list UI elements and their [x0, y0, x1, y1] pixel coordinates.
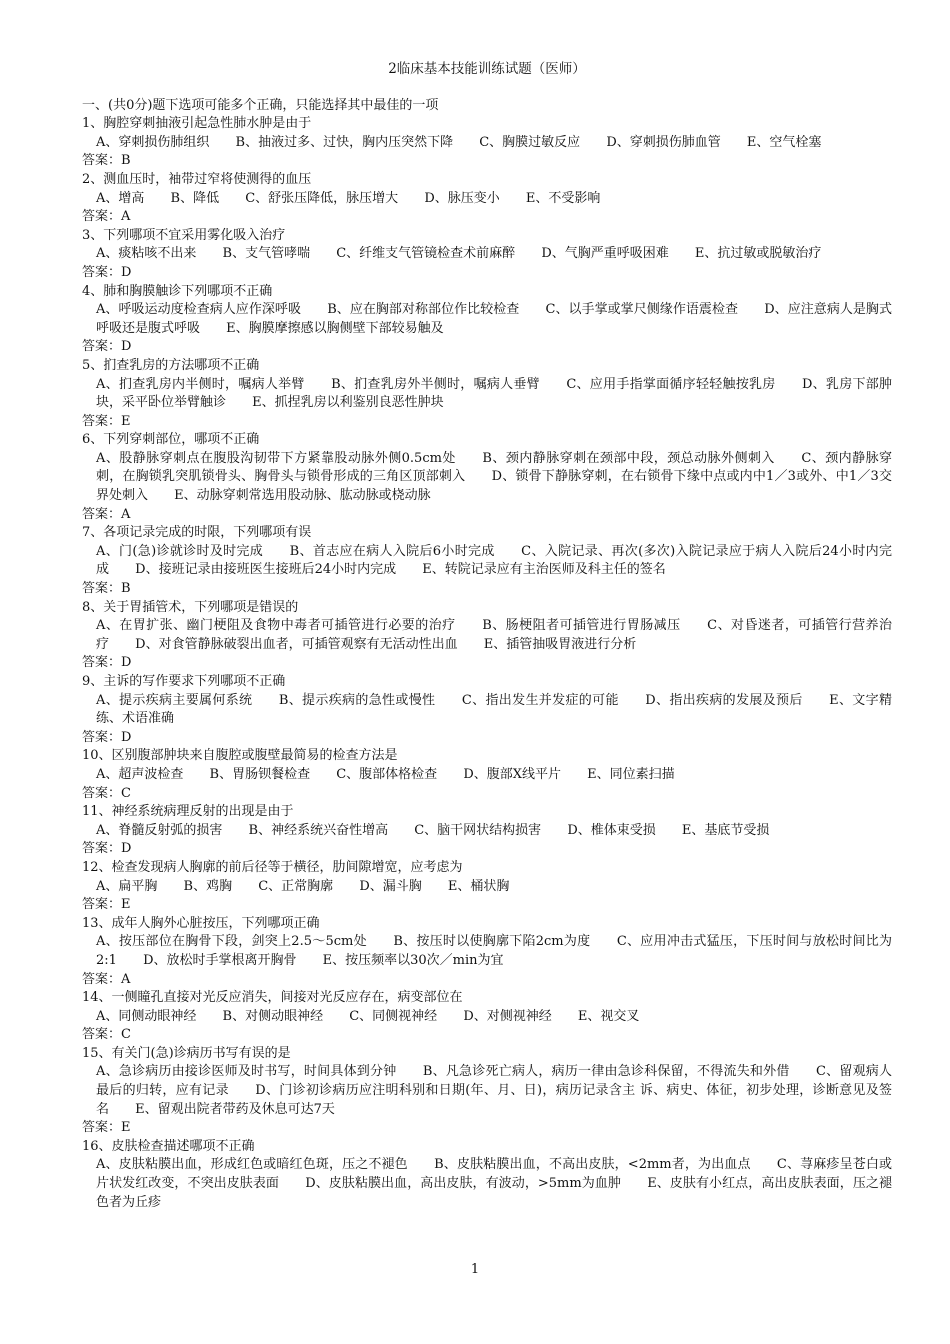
- question-option: B、肠梗阻者可插管进行胃肠减压: [482, 618, 681, 634]
- answer-prefix: 答案：: [82, 971, 122, 987]
- question-item: [82, 1138, 892, 1212]
- answer-prefix: 答案：: [82, 209, 122, 225]
- question-answer: [82, 896, 892, 915]
- question-option: D、皮肤粘膜出血，高出皮肤，有波动，>5mm为血肿: [305, 1176, 621, 1192]
- question-option: C、腹部体格检查: [336, 766, 438, 782]
- question-options: [82, 245, 892, 264]
- question-option: C、指出发生并发症的可能: [461, 692, 619, 708]
- question-answer: [82, 840, 892, 859]
- question-option: A、提示疾病主要属何系统: [96, 692, 253, 708]
- question-options: [82, 766, 892, 785]
- question-options: [82, 692, 892, 729]
- question-option: A、按压部位在胸骨下段，剑突上2.5～5cm处: [96, 934, 367, 950]
- question-option: E、胸膜摩擦感以胸侧壁下部较易触及: [226, 320, 444, 336]
- question-item: [82, 357, 892, 431]
- question-option: E、文字精练、术语准确: [96, 692, 892, 727]
- question-item: [82, 524, 892, 598]
- question-option: E、同位素扫描: [587, 766, 675, 782]
- question-answer: [82, 654, 892, 673]
- answer-prefix: 答案：: [82, 729, 122, 745]
- answer-prefix: 答案：: [82, 581, 122, 597]
- question-option: C、胸膜过敏反应: [479, 134, 581, 150]
- question-option: C、应用手指掌面循序轻轻触按乳房: [566, 376, 776, 392]
- question-answer: [82, 506, 892, 525]
- answer-prefix: 答案：: [82, 785, 122, 801]
- question-options: [82, 376, 892, 413]
- question-option: E、桶状胸: [447, 878, 510, 894]
- answer-prefix: 答案：: [82, 413, 122, 429]
- page-number: 1: [470, 1262, 480, 1277]
- question-option: D、放松时手掌根离开胸骨: [143, 952, 297, 968]
- question-item: [82, 599, 892, 673]
- question-item: [82, 1045, 892, 1138]
- question-option: B、颈内静脉穿刺在颈部中段，颈总动脉外侧刺入: [482, 450, 775, 466]
- answer-prefix: 答案：: [82, 1120, 122, 1136]
- question-stem: 1、胸腔穿刺抽液引起急性肺水肿是由于: [82, 116, 312, 132]
- question-option: B、对侧动眼神经: [222, 1008, 324, 1024]
- answer-prefix: 答案：: [82, 264, 122, 280]
- question-option: B、应在胸部对称部位作比较检查: [327, 302, 520, 318]
- answer-value: D: [121, 729, 132, 745]
- question-options: [82, 190, 892, 209]
- question-answer: [82, 1119, 892, 1138]
- question-option: D、漏斗胸: [359, 878, 422, 894]
- question-option: E、基底节受损: [681, 822, 770, 838]
- question-option: B、首志应在病人入院后6小时完成: [289, 543, 495, 559]
- question-option: A、呼吸运动度检查病人应作深呼吸: [96, 302, 302, 318]
- question-options: [82, 543, 892, 580]
- question-answer: [82, 413, 892, 432]
- question-option: C、荨麻疹呈苍白或片状发红改变，不突出皮肤表面: [96, 1157, 892, 1192]
- question-option: C、脑干网状结构损害: [414, 822, 542, 838]
- question-option: C、同侧视神经: [349, 1008, 438, 1024]
- question-stem: 15、有关门(急)诊病历书写有误的是: [82, 1045, 291, 1061]
- answer-value: B: [121, 581, 131, 597]
- question-option: C、以手掌或掌尺侧缘作语震检查: [545, 302, 739, 318]
- question-option: A、急诊病历由接诊医师及时书写，时间具体到分钟: [96, 1064, 397, 1080]
- question-option: B、扪查乳房外半侧时，嘱病人垂臂: [331, 376, 540, 392]
- question-option: E、空气栓塞: [746, 134, 822, 150]
- question-options: [82, 1008, 892, 1027]
- question-stem: 6、下列穿刺部位，哪项不正确: [82, 432, 260, 448]
- question-stem: 5、扪查乳房的方法哪项不正确: [82, 357, 260, 373]
- question-options: [82, 450, 892, 506]
- question-option: E、插管抽吸胃液进行分析: [483, 636, 637, 652]
- answer-prefix: 答案：: [82, 655, 122, 671]
- answer-value: D: [121, 264, 132, 280]
- answer-prefix: 答案：: [82, 153, 122, 169]
- question-option: D、椎体束受损: [567, 822, 656, 838]
- question-option: C、留观病人最后的归转，应有记录: [96, 1064, 893, 1099]
- question-option: C、舒张压降低，脉压增大: [245, 190, 399, 206]
- question-answer: [82, 264, 892, 283]
- question-option: B、皮肤粘膜出血，不高出皮肤，<2mm者，为出血点: [434, 1157, 751, 1173]
- question-stem: 3、下列哪项不宜采用雾化吸入治疗: [82, 227, 286, 243]
- question-option: E、按压频率以30次／min为宜: [322, 952, 504, 968]
- question-option: D、脉压变小: [424, 190, 500, 206]
- question-option: A、扁平胸: [96, 878, 158, 894]
- question-options: [82, 617, 892, 654]
- question-option: A、扪查乳房内半侧时，嘱病人举臂: [96, 376, 305, 392]
- document-page: [82, 60, 892, 1212]
- answer-value: B: [121, 153, 131, 169]
- question-stem: 4、肺和胸膜触诊下列哪项不正确: [82, 283, 273, 299]
- question-option: D、应注意病人是胸式呼吸还是腹式呼吸: [96, 302, 892, 336]
- question-option: B、提示疾病的急性或慢性: [278, 692, 436, 708]
- question-option: A、脊髓反射弧的损害: [96, 822, 223, 838]
- question-option: D、乳房下部肿块，采平卧位举臂触诊: [96, 376, 892, 411]
- answer-value: E: [121, 1120, 131, 1136]
- document-title: 2临床基本技能训练试题（医师）: [388, 61, 586, 77]
- question-stem: 13、成年人胸外心脏按压，下列哪项正确: [82, 915, 320, 931]
- question-options: [82, 878, 892, 897]
- question-stem: 16、皮肤检查描述哪项不正确: [82, 1138, 255, 1154]
- question-answer: [82, 152, 892, 171]
- question-option: E、转院记录应有主治医师及科主任的签名: [422, 562, 666, 578]
- question-option: A、股静脉穿刺点在腹股沟韧带下方紧靠股动脉外侧0.5cm处: [96, 450, 456, 466]
- question-item: [82, 431, 892, 524]
- question-options: [82, 822, 892, 841]
- section-header: 一、(共0分)题下选项可能多个正确，只能选择其中最佳的一项: [82, 97, 439, 113]
- question-option: D、指出疾病的发展及预后: [645, 692, 803, 708]
- question-option: C、对昏迷者，可插管行营养治疗: [96, 618, 893, 652]
- question-stem: 11、神经系统病理反射的出现是由于: [82, 804, 294, 820]
- question-options: [82, 134, 892, 153]
- question-item: [82, 227, 892, 283]
- question-options: [82, 933, 892, 970]
- answer-prefix: 答案：: [82, 897, 122, 913]
- question-option: E、抗过敏或脱敏治疗: [694, 246, 822, 262]
- question-answer: [82, 1026, 892, 1045]
- question-item: [82, 859, 892, 915]
- answer-value: D: [121, 841, 132, 857]
- question-option: D、锁骨下静脉穿刺，在右锁骨下缘中点或内中1／3或外、中1／3交界处刺入: [96, 469, 892, 504]
- answer-value: D: [121, 339, 132, 355]
- answer-prefix: 答案：: [82, 339, 122, 355]
- question-option: B、凡急诊死亡病人，病历一律由急诊科保留，不得流失和外借: [422, 1064, 790, 1080]
- question-option: E、动脉穿刺常选用股动脉、肱动脉或桡动脉: [174, 488, 431, 504]
- question-option: A、门(急)诊就诊时及时完成: [96, 543, 264, 559]
- answer-value: C: [121, 1027, 131, 1043]
- question-option: C、应用冲击式猛压，下压时间与放松时间比为2:1: [96, 934, 893, 968]
- question-option: B、神经系统兴奋性增高: [248, 822, 389, 838]
- answer-prefix: 答案：: [82, 506, 122, 522]
- question-option: E、不受影响: [525, 190, 601, 206]
- question-answer: [82, 208, 892, 227]
- answer-value: A: [121, 209, 131, 225]
- question-item: [82, 673, 892, 747]
- question-item: [82, 803, 892, 859]
- question-answer: [82, 729, 892, 748]
- question-option: A、增高: [96, 190, 145, 206]
- question-stem: 9、主诉的写作要求下列哪项不正确: [82, 674, 286, 689]
- answer-prefix: 答案：: [82, 841, 122, 857]
- question-option: B、支气管哮喘: [222, 246, 311, 262]
- question-option: A、穿刺损伤肺组织: [96, 134, 210, 150]
- question-option: A、痰粘咳不出来: [96, 246, 197, 262]
- question-option: E、皮肤有小红点，高出皮肤表面，压之褪色者为丘疹: [96, 1176, 892, 1210]
- question-stem: 8、关于胃插管术，下列哪项是错误的: [82, 599, 299, 615]
- question-item: [82, 915, 892, 989]
- question-option: C、入院记录、再次(多次)入院记录应于病人入院后24小时内完成: [96, 543, 892, 578]
- question-option: E、留观出院者带药及休息可达7天: [135, 1101, 335, 1117]
- question-option: B、降低: [170, 190, 220, 206]
- question-answer: [82, 785, 892, 804]
- question-answer: [82, 338, 892, 357]
- question-option: D、穿刺损伤肺血管: [606, 134, 721, 150]
- question-option: A、在胃扩张、幽门梗阻及食物中毒者可插管进行必要的治疗: [96, 618, 456, 634]
- question-option: A、同侧动眼神经: [96, 1008, 197, 1024]
- question-option: D、门诊初诊病历应注明科别和日期(年、月、日)，病历记录含主 诉、病史、体征，初步处理，诊断意见及签名: [96, 1083, 892, 1117]
- answer-value: E: [121, 413, 131, 429]
- question-stem: 12、检查发现病人胸廓的前后径等于横径，肋间隙增宽，应考虑为: [82, 859, 463, 875]
- question-option: E、视交叉: [577, 1008, 640, 1024]
- question-option: A、超声波检查: [96, 766, 184, 782]
- question-answer: [82, 971, 892, 990]
- question-option: B、胃肠钡餐检查: [209, 766, 311, 782]
- question-option: C、颈内静脉穿刺，在胸锁乳突肌锁骨头、胸骨头与锁骨形成的三角区顶部刺入: [96, 450, 893, 485]
- question-item: [82, 747, 892, 803]
- question-stem: 2、测血压时，袖带过窄将使测得的血压: [82, 171, 312, 187]
- question-option: D、腹部X线平片: [463, 766, 562, 782]
- question-answer: [82, 580, 892, 599]
- question-option: C、正常胸廓: [258, 878, 334, 894]
- question-options: [82, 1063, 892, 1119]
- question-item: [82, 115, 892, 171]
- answer-prefix: 答案：: [82, 1027, 122, 1043]
- question-stem: 10、区别腹部肿块来自腹腔或腹壁最简易的检查方法是: [82, 748, 398, 764]
- question-stem: 14、一侧瞳孔直接对光反应消失，间接对光反应存在，病变部位在: [82, 990, 463, 1006]
- question-option: C、纤维支气管镜检查术前麻醉: [336, 246, 516, 262]
- question-options: [82, 1156, 892, 1212]
- question-item: [82, 283, 892, 357]
- question-options: [82, 301, 892, 338]
- answer-value: A: [121, 506, 131, 522]
- question-item: [82, 989, 892, 1045]
- question-option: B、按压时以使胸廓下陷2cm为度: [393, 934, 591, 950]
- question-option: D、气胸严重呼吸困难: [541, 246, 669, 262]
- question-stem: 7、各项记录完成的时限，下列哪项有误: [82, 525, 312, 541]
- question-option: D、对食管静脉破裂出血者，可插管观察有无活动性出血: [135, 636, 458, 652]
- answer-value: C: [121, 785, 131, 801]
- answer-value: E: [121, 897, 131, 913]
- answer-value: D: [121, 655, 132, 671]
- question-option: D、对侧视神经: [463, 1008, 552, 1024]
- question-option: B、鸡胸: [183, 878, 233, 894]
- question-list: [82, 115, 892, 1212]
- question-option: D、接班记录由接班医生接班后24小时内完成: [135, 562, 397, 578]
- question-item: [82, 171, 892, 227]
- answer-value: A: [121, 971, 131, 987]
- question-option: A、皮肤粘膜出血，形成红色或暗红色斑，压之不褪色: [96, 1157, 408, 1173]
- question-option: B、抽液过多、过快，胸内压突然下降: [235, 134, 454, 150]
- question-option: E、抓捏乳房以利鉴别良恶性肿块: [252, 395, 444, 411]
